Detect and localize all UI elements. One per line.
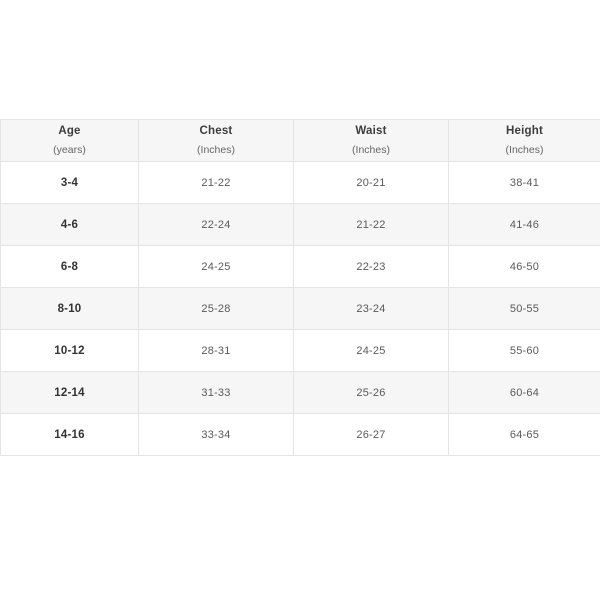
table-header — [1, 120, 600, 162]
table-row — [1, 162, 600, 204]
cell-height: 38-41 — [449, 162, 600, 204]
column-header-chest — [139, 120, 294, 162]
cell-waist: 21-22 — [294, 204, 449, 246]
column-header-height-unit: (Inches) — [505, 143, 544, 156]
cell-height: 60-64 — [449, 372, 600, 414]
cell-age: 10-12 — [1, 330, 139, 372]
column-header-height — [449, 120, 600, 162]
table-row — [1, 288, 600, 330]
cell-chest: 31-33 — [139, 372, 294, 414]
cell-chest: 22-24 — [139, 204, 294, 246]
cell-age: 12-14 — [1, 372, 139, 414]
cell-waist: 20-21 — [294, 162, 449, 204]
cell-height: 46-50 — [449, 246, 600, 288]
cell-age: 3-4 — [1, 162, 139, 204]
table-row — [1, 372, 600, 414]
column-header-waist — [294, 120, 449, 162]
cell-height: 64-65 — [449, 414, 600, 456]
column-header-age-unit: (years) — [53, 143, 86, 156]
column-header-chest-title: Chest — [199, 124, 233, 137]
cell-age: 8-10 — [1, 288, 139, 330]
cell-age: 14-16 — [1, 414, 139, 456]
cell-height: 55-60 — [449, 330, 600, 372]
table-body — [1, 162, 600, 456]
cell-chest: 24-25 — [139, 246, 294, 288]
cell-chest: 28-31 — [139, 330, 294, 372]
column-header-waist-unit: (Inches) — [352, 143, 390, 156]
cell-height: 50-55 — [449, 288, 600, 330]
column-header-age — [1, 120, 139, 162]
cell-chest: 25-28 — [139, 288, 294, 330]
cell-chest: 21-22 — [139, 162, 294, 204]
table-row — [1, 246, 600, 288]
cell-age: 4-6 — [1, 204, 139, 246]
table-row — [1, 330, 600, 372]
column-header-height-title: Height — [506, 124, 543, 137]
cell-waist: 22-23 — [294, 246, 449, 288]
cell-chest: 33-34 — [139, 414, 294, 456]
size-chart-table — [0, 119, 600, 456]
cell-height: 41-46 — [449, 204, 600, 246]
cell-waist: 26-27 — [294, 414, 449, 456]
column-header-chest-unit: (Inches) — [197, 143, 235, 156]
cell-age: 6-8 — [1, 246, 139, 288]
header-row — [1, 120, 600, 162]
cell-waist: 23-24 — [294, 288, 449, 330]
table-row — [1, 204, 600, 246]
column-header-age-title: Age — [58, 124, 81, 137]
cell-waist: 25-26 — [294, 372, 449, 414]
size-chart-container — [0, 119, 600, 456]
cell-waist: 24-25 — [294, 330, 449, 372]
table-row — [1, 414, 600, 456]
column-header-waist-title: Waist — [355, 124, 387, 137]
